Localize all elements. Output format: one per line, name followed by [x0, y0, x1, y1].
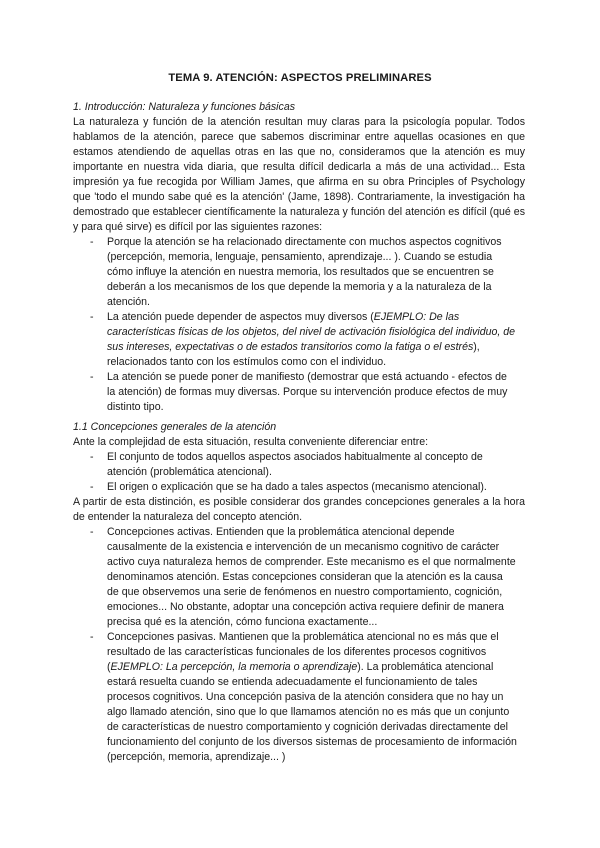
body-paragraph: Ante la complejidad de esta situación, resulta conveniente diferenciar entre:	[73, 436, 429, 448]
item-text: La atención puede depender de aspectos muy diversos (	[107, 311, 374, 323]
body-paragraph: A partir de esta distinción, es posible considerar dos grandes concepciones generales a la hora de entender la naturaleza del concepto atención.	[73, 496, 525, 523]
example-text: EJEMPLO: La percepción, la memoria o aprendizaje	[110, 661, 358, 673]
example-text: EJEMPLO: De las características físicas de los objetos, del nivel de activación fisiológica del individuo, de sus intereses, expectativas o de estados transitorios como la fatiga o el estrés	[107, 311, 516, 353]
list-item: - La atención se puede poner de manifiesto (demostrar que está actuando - efectos de la atención) de formas muy diversas. Porque su intervención produce efectos de muy distinto tipo.	[73, 370, 525, 415]
list-item	[73, 310, 525, 370]
body-paragraph: La naturaleza y función de la atención resultan muy claras para la psicología popular. Todos hablamos de la atención, parece que sabemos discriminar entre aquellas ocasiones en que estamos atendiendo de aquellas otras en las que no, consideramos que la atención es muy importante en nuestra vida diaria, que resulta difícil dedicarla a más de una actividad... Esta impresión ya fue recogida por William James, que afirma en su obra Principles of Psychology que 'todo el mundo sabe qué es la atención' (Jame, 1898). Contrariamente, la investigación ha demostrado que establecer científicamente la naturaleza y función del atención es difícil (qué es y para qué sirve) es difícil por las siguientes razones:	[73, 116, 525, 233]
item-text: ). La problemática atencional estará resuelta cuando se entienda adecuadamente el funcionamiento de tales procesos cognitivos. Una concepción pasiva de la atención considera que no hay un algo llamado atención, sino que lo que llamamos atención no es más que un conjunto de características de nuestro comportamiento y cognición derivadas directamente del funcionamiento del conjunto de los diversos sistemas de procesamiento de información (percepción, memoria, aprendizaje... )	[107, 661, 517, 763]
list-item	[73, 630, 525, 765]
item-text: ), relacionados tanto con los estímulos como con el individuo.	[107, 341, 480, 368]
section-heading: 1. Introducción: Naturaleza y funciones básicas	[73, 101, 296, 113]
distinction-list	[73, 450, 525, 495]
item-text: Concepciones pasivas. Mantienen que la problemática atencional no es más que el resultado de las características funcionales de los diferentes procesos cognitivos (	[107, 631, 499, 673]
page-title: TEMA 9. ATENCIÓN: ASPECTOS PRELIMINARES	[168, 72, 432, 84]
reasons-list	[73, 235, 525, 415]
conceptions-list	[73, 525, 525, 765]
section-introduction	[73, 100, 525, 415]
list-item: - Porque la atención se ha relacionado directamente con muchos aspectos cognitivos (percepción, memoria, lenguaje, pensamiento, aprendizaje... ). Cuando se estudia cómo influye la atención en nuestra memoria, los resultados que se encuentren se deberán a los mecanismos de los que depende la memoria y a la naturaleza de la atención.	[73, 235, 525, 310]
section-general-conceptions	[73, 420, 525, 765]
section-heading: 1.1 Concepciones generales de la atención	[73, 421, 277, 433]
list-item: - El origen o explicación que se ha dado a tales aspectos (mecanismo atencional).	[73, 480, 525, 495]
list-item: - El conjunto de todos aquellos aspectos asociados habitualmente al concepto de atención (problemática atencional).	[73, 450, 525, 480]
list-item: - Concepciones activas. Entienden que la problemática atencional depende causalmente de la existencia e intervención de un mecanismo cognitivo de carácter activo cuya naturaleza hemos de comprender. Este mecanismo es el que normalmente denominamos atención. Estas concepciones consideran que la atención es la causa de que observemos una serie de fenómenos en nuestro comportamiento, cognición, emociones... No obstante, adoptar una concepción activa requiere definir de manera precisa qué es la atención, cómo funciona exactamente...	[73, 525, 525, 630]
